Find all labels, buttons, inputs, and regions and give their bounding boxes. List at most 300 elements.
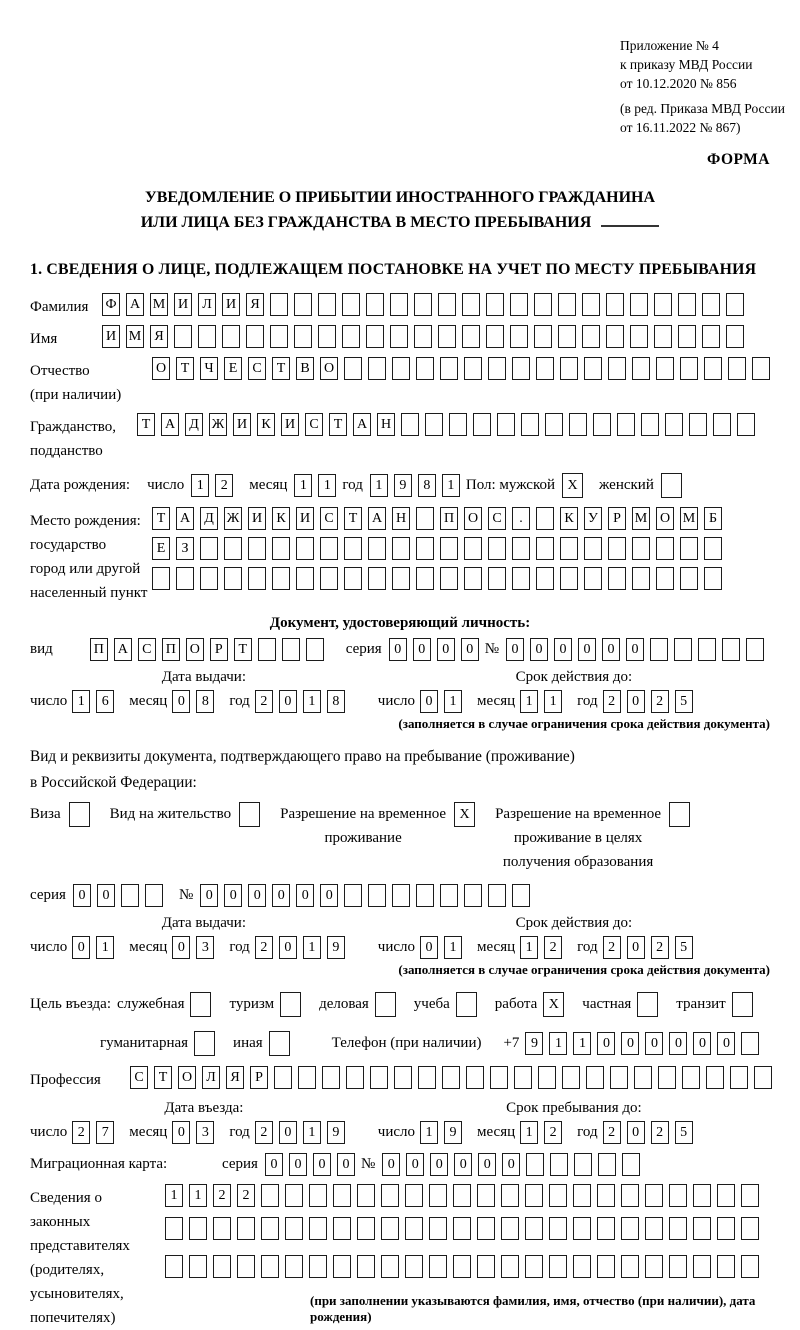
- char-box[interactable]: 9: [525, 1032, 543, 1055]
- char-box[interactable]: О: [178, 1066, 196, 1089]
- char-box[interactable]: [368, 357, 386, 380]
- char-box[interactable]: [654, 325, 672, 348]
- char-box[interactable]: [486, 325, 504, 348]
- char-box[interactable]: [322, 1066, 340, 1089]
- char-box[interactable]: С: [488, 507, 506, 530]
- char-box[interactable]: [213, 1217, 231, 1240]
- char-box[interactable]: Я: [150, 325, 168, 348]
- char-box[interactable]: [550, 1153, 568, 1176]
- char-box[interactable]: [741, 1217, 759, 1240]
- char-box[interactable]: [344, 537, 362, 560]
- char-box[interactable]: А: [114, 638, 132, 661]
- char-box[interactable]: [669, 1184, 687, 1207]
- char-box[interactable]: [704, 567, 722, 590]
- char-box[interactable]: [392, 884, 410, 907]
- char-box[interactable]: 0: [296, 884, 314, 907]
- char-box[interactable]: [464, 884, 482, 907]
- char-box[interactable]: 2: [651, 690, 669, 713]
- char-box[interactable]: [309, 1184, 327, 1207]
- char-box[interactable]: [368, 537, 386, 560]
- char-box[interactable]: Т: [329, 413, 347, 436]
- char-box[interactable]: К: [257, 413, 275, 436]
- char-box[interactable]: [597, 1217, 615, 1240]
- char-box[interactable]: [545, 413, 563, 436]
- char-box[interactable]: [248, 567, 266, 590]
- char-box[interactable]: [680, 357, 698, 380]
- char-box[interactable]: К: [272, 507, 290, 530]
- char-box[interactable]: 1: [370, 474, 388, 497]
- char-box[interactable]: С: [130, 1066, 148, 1089]
- char-box[interactable]: [274, 1066, 292, 1089]
- char-box[interactable]: 1: [573, 1032, 591, 1055]
- purpose-official-checkbox[interactable]: [190, 992, 211, 1017]
- char-box[interactable]: 1: [191, 474, 209, 497]
- char-box[interactable]: [346, 1066, 364, 1089]
- char-box[interactable]: [622, 1153, 640, 1176]
- char-box[interactable]: 0: [530, 638, 548, 661]
- char-box[interactable]: [521, 413, 539, 436]
- char-box[interactable]: [366, 293, 384, 316]
- char-box[interactable]: [617, 413, 635, 436]
- char-box[interactable]: [165, 1217, 183, 1240]
- char-box[interactable]: А: [176, 507, 194, 530]
- char-box[interactable]: [174, 325, 192, 348]
- char-box[interactable]: [320, 567, 338, 590]
- char-box[interactable]: Д: [200, 507, 218, 530]
- char-box[interactable]: Т: [344, 507, 362, 530]
- char-box[interactable]: [416, 537, 434, 560]
- char-box[interactable]: Н: [392, 507, 410, 530]
- char-box[interactable]: [440, 884, 458, 907]
- char-box[interactable]: 2: [651, 936, 669, 959]
- char-box[interactable]: [717, 1255, 735, 1278]
- char-box[interactable]: 2: [544, 1121, 562, 1144]
- char-box[interactable]: [429, 1255, 447, 1278]
- char-box[interactable]: [608, 537, 626, 560]
- char-box[interactable]: [512, 567, 530, 590]
- char-box[interactable]: [222, 325, 240, 348]
- char-box[interactable]: [737, 413, 755, 436]
- char-box[interactable]: Я: [226, 1066, 244, 1089]
- char-box[interactable]: [189, 1217, 207, 1240]
- char-box[interactable]: 0: [382, 1153, 400, 1176]
- char-box[interactable]: 2: [603, 690, 621, 713]
- char-box[interactable]: И: [222, 293, 240, 316]
- char-box[interactable]: [682, 1066, 700, 1089]
- char-box[interactable]: Ж: [209, 413, 227, 436]
- char-box[interactable]: [390, 325, 408, 348]
- char-box[interactable]: 3: [196, 1121, 214, 1144]
- char-box[interactable]: 0: [420, 690, 438, 713]
- char-box[interactable]: П: [90, 638, 108, 661]
- char-box[interactable]: [333, 1217, 351, 1240]
- char-box[interactable]: 8: [196, 690, 214, 713]
- char-box[interactable]: [309, 1217, 327, 1240]
- char-box[interactable]: 2: [603, 936, 621, 959]
- char-box[interactable]: П: [162, 638, 180, 661]
- char-box[interactable]: [584, 567, 602, 590]
- char-box[interactable]: 0: [73, 884, 91, 907]
- char-box[interactable]: 0: [389, 638, 407, 661]
- char-box[interactable]: [440, 567, 458, 590]
- char-box[interactable]: 0: [172, 1121, 190, 1144]
- char-box[interactable]: [488, 537, 506, 560]
- char-box[interactable]: 1: [520, 690, 538, 713]
- char-box[interactable]: Л: [202, 1066, 220, 1089]
- char-box[interactable]: [741, 1255, 759, 1278]
- char-box[interactable]: 2: [72, 1121, 90, 1144]
- char-box[interactable]: А: [368, 507, 386, 530]
- char-box[interactable]: 5: [675, 690, 693, 713]
- char-box[interactable]: К: [560, 507, 578, 530]
- char-box[interactable]: [272, 537, 290, 560]
- char-box[interactable]: А: [353, 413, 371, 436]
- char-box[interactable]: [189, 1255, 207, 1278]
- char-box[interactable]: [477, 1217, 495, 1240]
- char-box[interactable]: [536, 507, 554, 530]
- char-box[interactable]: [285, 1217, 303, 1240]
- char-box[interactable]: 3: [196, 936, 214, 959]
- char-box[interactable]: 6: [96, 690, 114, 713]
- char-box[interactable]: [597, 1255, 615, 1278]
- char-box[interactable]: Л: [198, 293, 216, 316]
- char-box[interactable]: А: [161, 413, 179, 436]
- char-box[interactable]: [285, 1255, 303, 1278]
- char-box[interactable]: 7: [96, 1121, 114, 1144]
- char-box[interactable]: [501, 1255, 519, 1278]
- char-box[interactable]: 1: [520, 1121, 538, 1144]
- char-box[interactable]: [526, 1153, 544, 1176]
- char-box[interactable]: [438, 293, 456, 316]
- char-box[interactable]: 5: [675, 1121, 693, 1144]
- char-box[interactable]: Р: [210, 638, 228, 661]
- char-box[interactable]: [634, 1066, 652, 1089]
- char-box[interactable]: 0: [693, 1032, 711, 1055]
- char-box[interactable]: 0: [265, 1153, 283, 1176]
- char-box[interactable]: [680, 567, 698, 590]
- char-box[interactable]: [549, 1255, 567, 1278]
- char-box[interactable]: И: [248, 507, 266, 530]
- char-box[interactable]: И: [174, 293, 192, 316]
- char-box[interactable]: 1: [303, 1121, 321, 1144]
- char-box[interactable]: 0: [578, 638, 596, 661]
- char-box[interactable]: [298, 1066, 316, 1089]
- char-box[interactable]: [442, 1066, 460, 1089]
- char-box[interactable]: 2: [651, 1121, 669, 1144]
- char-box[interactable]: [704, 357, 722, 380]
- char-box[interactable]: [558, 293, 576, 316]
- char-box[interactable]: [674, 638, 692, 661]
- char-box[interactable]: [176, 567, 194, 590]
- char-box[interactable]: [656, 567, 674, 590]
- char-box[interactable]: [560, 537, 578, 560]
- char-box[interactable]: [366, 325, 384, 348]
- char-box[interactable]: [394, 1066, 412, 1089]
- char-box[interactable]: [534, 293, 552, 316]
- char-box[interactable]: [669, 1217, 687, 1240]
- purpose-study-checkbox[interactable]: [456, 992, 477, 1017]
- char-box[interactable]: [453, 1184, 471, 1207]
- char-box[interactable]: О: [320, 357, 338, 380]
- char-box[interactable]: [512, 884, 530, 907]
- char-box[interactable]: 0: [602, 638, 620, 661]
- char-box[interactable]: [525, 1217, 543, 1240]
- char-box[interactable]: [510, 293, 528, 316]
- char-box[interactable]: [632, 357, 650, 380]
- char-box[interactable]: [405, 1255, 423, 1278]
- char-box[interactable]: [342, 325, 360, 348]
- char-box[interactable]: [645, 1184, 663, 1207]
- char-box[interactable]: [536, 567, 554, 590]
- char-box[interactable]: 8: [327, 690, 345, 713]
- char-box[interactable]: [357, 1184, 375, 1207]
- char-box[interactable]: [248, 537, 266, 560]
- char-box[interactable]: 0: [72, 936, 90, 959]
- char-box[interactable]: 0: [597, 1032, 615, 1055]
- purpose-transit-checkbox[interactable]: [732, 992, 753, 1017]
- char-box[interactable]: 0: [279, 1121, 297, 1144]
- char-box[interactable]: О: [152, 357, 170, 380]
- char-box[interactable]: [416, 357, 434, 380]
- char-box[interactable]: [582, 325, 600, 348]
- char-box[interactable]: 0: [645, 1032, 663, 1055]
- char-box[interactable]: [449, 413, 467, 436]
- char-box[interactable]: 0: [313, 1153, 331, 1176]
- char-box[interactable]: [414, 293, 432, 316]
- char-box[interactable]: [368, 567, 386, 590]
- char-box[interactable]: [656, 357, 674, 380]
- char-box[interactable]: [320, 537, 338, 560]
- char-box[interactable]: [342, 293, 360, 316]
- char-box[interactable]: [669, 1255, 687, 1278]
- char-box[interactable]: З: [176, 537, 194, 560]
- char-box[interactable]: [632, 537, 650, 560]
- char-box[interactable]: [405, 1217, 423, 1240]
- char-box[interactable]: [165, 1255, 183, 1278]
- char-box[interactable]: [573, 1184, 591, 1207]
- char-box[interactable]: [462, 293, 480, 316]
- char-box[interactable]: 2: [544, 936, 562, 959]
- char-box[interactable]: [270, 293, 288, 316]
- char-box[interactable]: [630, 325, 648, 348]
- char-box[interactable]: [381, 1184, 399, 1207]
- char-box[interactable]: [344, 357, 362, 380]
- char-box[interactable]: [453, 1217, 471, 1240]
- char-box[interactable]: [368, 884, 386, 907]
- char-box[interactable]: 1: [444, 690, 462, 713]
- char-box[interactable]: [693, 1217, 711, 1240]
- char-box[interactable]: Ч: [200, 357, 218, 380]
- char-box[interactable]: [658, 1066, 676, 1089]
- char-box[interactable]: [645, 1217, 663, 1240]
- char-box[interactable]: [538, 1066, 556, 1089]
- char-box[interactable]: 9: [444, 1121, 462, 1144]
- char-box[interactable]: 0: [626, 638, 644, 661]
- char-box[interactable]: 0: [172, 690, 190, 713]
- char-box[interactable]: [464, 567, 482, 590]
- purpose-work-checkbox[interactable]: X: [543, 992, 564, 1017]
- char-box[interactable]: [488, 357, 506, 380]
- char-box[interactable]: [282, 638, 300, 661]
- char-box[interactable]: 0: [554, 638, 572, 661]
- char-box[interactable]: [344, 884, 362, 907]
- char-box[interactable]: 0: [430, 1153, 448, 1176]
- char-box[interactable]: [680, 537, 698, 560]
- char-box[interactable]: 1: [520, 936, 538, 959]
- char-box[interactable]: 0: [502, 1153, 520, 1176]
- char-box[interactable]: М: [150, 293, 168, 316]
- char-box[interactable]: [429, 1184, 447, 1207]
- char-box[interactable]: .: [512, 507, 530, 530]
- char-box[interactable]: [152, 567, 170, 590]
- char-box[interactable]: [418, 1066, 436, 1089]
- char-box[interactable]: 0: [627, 1121, 645, 1144]
- char-box[interactable]: [357, 1217, 375, 1240]
- char-box[interactable]: [534, 325, 552, 348]
- char-box[interactable]: Н: [377, 413, 395, 436]
- char-box[interactable]: 1: [318, 474, 336, 497]
- char-box[interactable]: [562, 1066, 580, 1089]
- char-box[interactable]: О: [464, 507, 482, 530]
- char-box[interactable]: [416, 507, 434, 530]
- char-box[interactable]: [198, 325, 216, 348]
- char-box[interactable]: [746, 638, 764, 661]
- char-box[interactable]: 0: [420, 936, 438, 959]
- char-box[interactable]: 0: [627, 936, 645, 959]
- char-box[interactable]: [702, 293, 720, 316]
- char-box[interactable]: [525, 1255, 543, 1278]
- char-box[interactable]: [512, 357, 530, 380]
- char-box[interactable]: Т: [152, 507, 170, 530]
- char-box[interactable]: [610, 1066, 628, 1089]
- temp-residence-education-checkbox[interactable]: [669, 802, 690, 827]
- char-box[interactable]: [717, 1217, 735, 1240]
- char-box[interactable]: 0: [437, 638, 455, 661]
- char-box[interactable]: 0: [224, 884, 242, 907]
- char-box[interactable]: 1: [72, 690, 90, 713]
- char-box[interactable]: 1: [294, 474, 312, 497]
- char-box[interactable]: 0: [337, 1153, 355, 1176]
- char-box[interactable]: И: [281, 413, 299, 436]
- char-box[interactable]: [558, 325, 576, 348]
- char-box[interactable]: [438, 325, 456, 348]
- char-box[interactable]: [464, 357, 482, 380]
- char-box[interactable]: [752, 357, 770, 380]
- char-box[interactable]: [294, 293, 312, 316]
- char-box[interactable]: [598, 1153, 616, 1176]
- char-box[interactable]: [665, 413, 683, 436]
- char-box[interactable]: Я: [246, 293, 264, 316]
- char-box[interactable]: [689, 413, 707, 436]
- char-box[interactable]: [702, 325, 720, 348]
- char-box[interactable]: [573, 1255, 591, 1278]
- char-box[interactable]: Р: [608, 507, 626, 530]
- char-box[interactable]: [704, 537, 722, 560]
- char-box[interactable]: И: [296, 507, 314, 530]
- char-box[interactable]: [730, 1066, 748, 1089]
- char-box[interactable]: [693, 1184, 711, 1207]
- char-box[interactable]: 2: [255, 936, 273, 959]
- char-box[interactable]: 0: [478, 1153, 496, 1176]
- char-box[interactable]: 0: [320, 884, 338, 907]
- char-box[interactable]: С: [305, 413, 323, 436]
- char-box[interactable]: [586, 1066, 604, 1089]
- char-box[interactable]: 1: [549, 1032, 567, 1055]
- char-box[interactable]: [306, 638, 324, 661]
- char-box[interactable]: [440, 357, 458, 380]
- char-box[interactable]: [246, 325, 264, 348]
- char-box[interactable]: [488, 884, 506, 907]
- char-box[interactable]: [574, 1153, 592, 1176]
- temp-residence-checkbox[interactable]: X: [454, 802, 475, 827]
- residence-permit-checkbox[interactable]: [239, 802, 260, 827]
- char-box[interactable]: [608, 357, 626, 380]
- char-box[interactable]: [390, 293, 408, 316]
- char-box[interactable]: [318, 293, 336, 316]
- char-box[interactable]: 2: [237, 1184, 255, 1207]
- female-checkbox[interactable]: [661, 473, 682, 498]
- char-box[interactable]: Т: [176, 357, 194, 380]
- char-box[interactable]: [477, 1255, 495, 1278]
- char-box[interactable]: [621, 1255, 639, 1278]
- char-box[interactable]: [258, 638, 276, 661]
- char-box[interactable]: [488, 567, 506, 590]
- char-box[interactable]: 9: [327, 1121, 345, 1144]
- char-box[interactable]: [464, 537, 482, 560]
- char-box[interactable]: [405, 1184, 423, 1207]
- char-box[interactable]: [466, 1066, 484, 1089]
- purpose-tourism-checkbox[interactable]: [280, 992, 301, 1017]
- visa-checkbox[interactable]: [69, 802, 90, 827]
- char-box[interactable]: [224, 537, 242, 560]
- char-box[interactable]: 2: [215, 474, 233, 497]
- char-box[interactable]: Д: [185, 413, 203, 436]
- char-box[interactable]: [121, 884, 139, 907]
- char-box[interactable]: С: [138, 638, 156, 661]
- char-box[interactable]: Е: [224, 357, 242, 380]
- char-box[interactable]: [608, 567, 626, 590]
- char-box[interactable]: 1: [420, 1121, 438, 1144]
- char-box[interactable]: [549, 1217, 567, 1240]
- char-box[interactable]: Т: [272, 357, 290, 380]
- char-box[interactable]: [272, 567, 290, 590]
- char-box[interactable]: Т: [154, 1066, 172, 1089]
- char-box[interactable]: [309, 1255, 327, 1278]
- char-box[interactable]: 1: [544, 690, 562, 713]
- char-box[interactable]: 1: [444, 936, 462, 959]
- char-box[interactable]: М: [680, 507, 698, 530]
- char-box[interactable]: Е: [152, 537, 170, 560]
- char-box[interactable]: [593, 413, 611, 436]
- char-box[interactable]: [429, 1217, 447, 1240]
- char-box[interactable]: 0: [279, 936, 297, 959]
- char-box[interactable]: [606, 325, 624, 348]
- char-box[interactable]: [401, 413, 419, 436]
- char-box[interactable]: [333, 1255, 351, 1278]
- char-box[interactable]: [722, 638, 740, 661]
- char-box[interactable]: [621, 1217, 639, 1240]
- char-box[interactable]: [573, 1217, 591, 1240]
- char-box[interactable]: 0: [461, 638, 479, 661]
- char-box[interactable]: [392, 537, 410, 560]
- char-box[interactable]: У: [584, 507, 602, 530]
- char-box[interactable]: 2: [603, 1121, 621, 1144]
- char-box[interactable]: [741, 1032, 759, 1055]
- char-box[interactable]: 0: [669, 1032, 687, 1055]
- char-box[interactable]: [381, 1255, 399, 1278]
- char-box[interactable]: 0: [248, 884, 266, 907]
- char-box[interactable]: 1: [165, 1184, 183, 1207]
